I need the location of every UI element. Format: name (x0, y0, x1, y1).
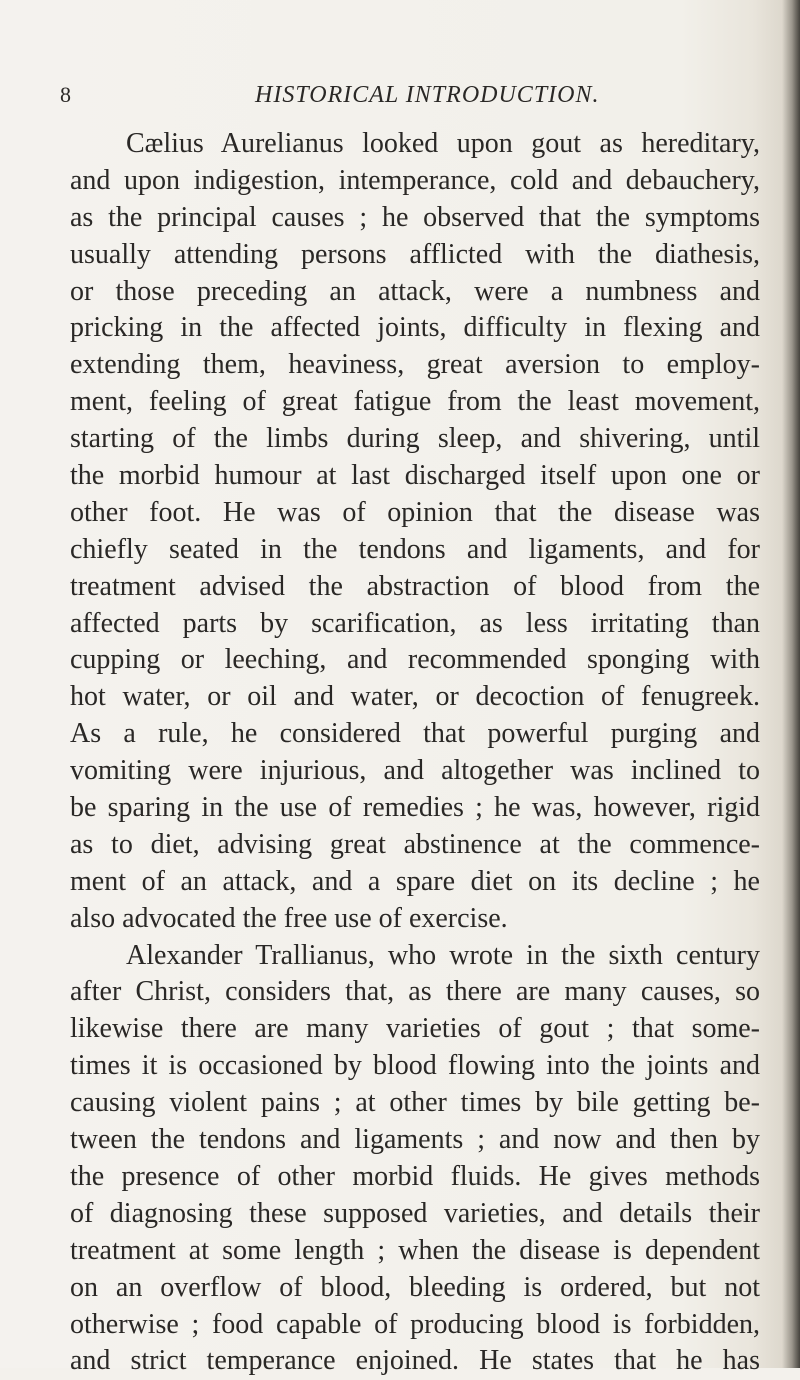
text-line: chiefly seated in the tendons and ligaments, and for (70, 533, 760, 565)
text-line: causing violent pains ; at other times by bile getting be- (70, 1087, 760, 1119)
text-line: and strict temperance enjoined. He states that he has (70, 1345, 760, 1377)
text-line: on an overflow of blood, bleeding is ordered, but not (70, 1271, 760, 1303)
text-line: vomiting were injurious, and altogether was inclined to (70, 755, 760, 787)
text-line: treatment at some length ; when the disease is dependent (70, 1234, 760, 1266)
text-line: tween the tendons and ligaments ; and now and then by (70, 1124, 760, 1156)
text-line: pricking in the affected joints, difficulty in flexing and (70, 312, 760, 344)
text-line: as the principal causes ; he observed that the symptoms (70, 201, 760, 233)
text-line: and upon indigestion, intemperance, cold and debauchery, (70, 164, 760, 196)
text-line: or those preceding an attack, were a numbness and (70, 275, 760, 307)
text-line: Alexander Trallianus, who wrote in the sixth century (126, 939, 760, 971)
text-line: hot water, or oil and water, or decoction of fenugreek. (70, 681, 760, 713)
page-edge-shadow (782, 0, 800, 1368)
text-line: other foot. He was of opinion that the disease was (70, 496, 760, 528)
text-line: ment, feeling of great fatigue from the least movement, (70, 386, 760, 418)
text-line: starting of the limbs during sleep, and shivering, until (70, 423, 760, 455)
text-line: treatment advised the abstraction of blood from the (70, 570, 760, 602)
text-line: likewise there are many varieties of gout ; that some- (70, 1013, 760, 1045)
text-line: also advocated the free use of exercise. (70, 902, 508, 934)
text-line: otherwise ; food capable of producing blood is forbidden, (70, 1308, 760, 1340)
text-line: times it is occasioned by blood flowing into the joints and (70, 1050, 760, 1082)
text-line: affected parts by scarification, as less irritating than (70, 607, 760, 639)
text-line: Cælius Aurelianus looked upon gout as hereditary, (126, 128, 760, 159)
running-head: HISTORICAL INTRODUCTION. (255, 82, 600, 108)
text-line: after Christ, considers that, as there are many causes, so (70, 976, 760, 1008)
text-line: be sparing in the use of remedies ; he was, however, rigid (70, 792, 760, 824)
page-header (60, 82, 760, 118)
page-number: 8 (60, 82, 71, 107)
text-line: cupping or leeching, and recommended sponging with (70, 644, 760, 676)
text-line: usually attending persons afflicted with the diathesis, (70, 238, 760, 270)
text-line: ment of an attack, and a spare diet on its decline ; he (70, 865, 760, 897)
body-text (70, 126, 760, 1380)
text-line: of diagnosing these supposed varieties, and details their (70, 1197, 760, 1229)
text-line: the presence of other morbid fluids. He gives methods (70, 1160, 760, 1192)
text-line: as to diet, advising great abstinence at the commence- (70, 828, 760, 860)
text-line: extending them, heaviness, great aversion to employ- (70, 349, 760, 381)
text-line: the morbid humour at last discharged itself upon one or (70, 460, 760, 492)
text-line: As a rule, he considered that powerful purging and (70, 718, 760, 750)
